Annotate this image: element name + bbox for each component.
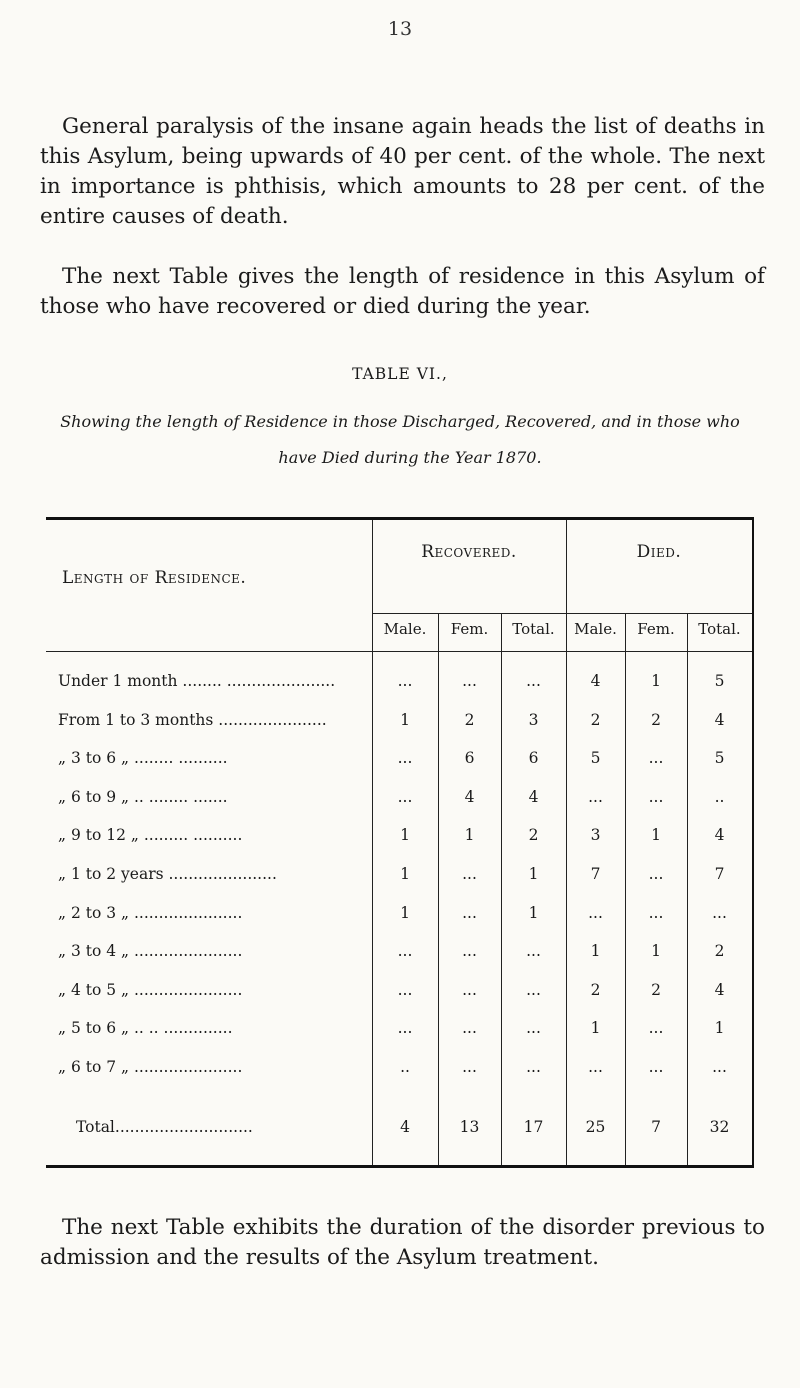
table-cell: 1 [400, 903, 410, 922]
table-row [46, 904, 752, 924]
table-cell: ... [462, 672, 477, 690]
row-label: From 1 to 3 months ...................... [58, 710, 327, 729]
residence-table [46, 517, 754, 1168]
row-label: „ 3 to 4 „ ...................... [58, 942, 243, 961]
table-row [46, 788, 752, 808]
header-died: Died. [636, 542, 682, 562]
table-cell: ... [462, 1019, 477, 1038]
table-cell: ... [526, 1058, 541, 1076]
table-cell: ... [397, 942, 413, 961]
row-label: „ 1 to 2 years ...................... [58, 865, 277, 883]
table-cell: 2 [590, 710, 601, 729]
paragraph-table-intro: The next Table gives the length of residence in this Asylum of those who have recovered or died during the year. [40, 264, 765, 319]
table-cell: 4 [464, 787, 475, 806]
row-label: „ 4 to 5 „ ...................... [58, 980, 243, 999]
column-divider [438, 613, 439, 1165]
table-cell: 3 [590, 826, 601, 845]
table-cell: 2 [714, 942, 725, 961]
table-cell: ... [648, 865, 664, 883]
table-cell: ... [526, 672, 541, 690]
table-row [46, 942, 752, 962]
table-row [46, 826, 752, 846]
table-caption-line1: Showing the length of Residence in those Discharged, Recovered, and in those who [60, 412, 740, 431]
table-cell: 1 [651, 672, 661, 690]
table-cell: ... [462, 980, 477, 999]
table-cell: 4 [590, 672, 601, 690]
table-cell: ... [526, 942, 541, 961]
table-row [46, 1058, 752, 1078]
table-cell: 2 [651, 710, 661, 729]
table-cell: ... [462, 942, 477, 961]
table-row-total [46, 1118, 752, 1138]
subheader-recovered-fem: Fem. [450, 620, 489, 638]
table-cell: ... [712, 1058, 727, 1076]
table-row [46, 711, 752, 731]
table-row [46, 981, 752, 1001]
table-cell: 3 [528, 710, 539, 729]
paragraph-next-table: The next Table exhibits the duration of the disorder previous to admission and the results of the Asylum treatment. [40, 1215, 765, 1270]
row-label: „ 5 to 6 „ .. .. .............. [58, 1019, 233, 1038]
table-cell: ... [462, 903, 477, 922]
table-cell: ... [588, 787, 603, 806]
table-cell: 1 [528, 865, 539, 883]
table-cell: 1 [528, 903, 539, 922]
table-cell: ... [648, 787, 664, 806]
table-cell: 2 [651, 980, 661, 999]
table-cell: ... [462, 865, 477, 883]
table-cell: ... [397, 672, 413, 690]
table-cell: ... [397, 787, 413, 806]
column-divider [687, 613, 688, 1165]
table-cell: ... [526, 1019, 541, 1038]
table-cell: 1 [400, 865, 410, 883]
table-cell: ... [526, 980, 541, 999]
row-label: „ 9 to 12 „ ......... .......... [58, 826, 243, 845]
table-cell: .. [714, 787, 725, 806]
table-cell: ... [588, 903, 603, 922]
row-label: „ 6 to 7 „ ...................... [58, 1058, 243, 1076]
row-label: „ 2 to 3 „ ...................... [58, 903, 243, 922]
total-cell: 4 [400, 1118, 410, 1136]
table-cell: ... [397, 749, 413, 768]
table-cell: ... [648, 749, 664, 768]
table-cell: .. [400, 1058, 410, 1076]
subheader-died-total: Total. [698, 620, 741, 638]
table-cell: 7 [714, 865, 725, 883]
total-cell: 17 [523, 1118, 544, 1136]
table-cell: 1 [590, 942, 601, 961]
table-cell: 6 [464, 749, 475, 768]
total-cell: 13 [459, 1118, 480, 1136]
table-row [46, 1019, 752, 1039]
header-divider [372, 613, 752, 614]
total-label: Total............................ [76, 1118, 253, 1136]
header-length-of-residence: Length of Residence. [62, 568, 247, 588]
table-cell: 1 [651, 826, 661, 845]
subheader-died-male: Male. [574, 620, 617, 638]
table-cell: 2 [528, 826, 539, 845]
table-cell: ... [648, 1058, 664, 1076]
total-cell: 7 [651, 1118, 661, 1136]
total-cell: 32 [709, 1118, 730, 1136]
table-row [46, 672, 752, 692]
table-cell: 1 [400, 710, 410, 729]
table-cell: 2 [464, 710, 475, 729]
table-cell: ... [397, 980, 413, 999]
table-cell: ... [397, 1019, 413, 1038]
row-label: Under 1 month ........ ...................... [58, 672, 336, 690]
table-title: TABLE VI., [352, 365, 448, 383]
table-cell: 1 [651, 942, 661, 961]
table-cell: 4 [714, 826, 725, 845]
table-cell: 5 [590, 749, 601, 768]
table-cell: 4 [714, 980, 725, 999]
table-cell: ... [462, 1058, 477, 1076]
table-row [46, 865, 752, 885]
header-bottom-rule [46, 651, 752, 652]
table-cell: ... [648, 903, 664, 922]
table-cell: 1 [590, 1019, 601, 1038]
subheader-recovered-total: Total. [512, 620, 555, 638]
paragraph-general-paralysis: General paralysis of the insane again heads the list of deaths in this Asylum, being upwards of 40 per cent. of the whole. The next in importance is phthisis, which amounts to 28 per cent. of the entire causes of death. [40, 114, 765, 229]
table-cell: ... [648, 1019, 664, 1038]
table-row [46, 749, 752, 769]
row-label: „ 6 to 9 „ .. ........ ....... [58, 787, 228, 806]
table-cell: ... [712, 903, 727, 922]
table-cell: 4 [714, 710, 725, 729]
table-cell: 1 [464, 826, 475, 845]
column-divider [501, 613, 502, 1165]
row-label: „ 3 to 6 „ ........ .......... [58, 749, 228, 768]
column-divider [625, 613, 626, 1165]
page-number: 13 [387, 18, 413, 40]
table-cell: 4 [528, 787, 539, 806]
table-cell: 1 [400, 826, 410, 845]
table-cell: 5 [714, 672, 725, 690]
table-cell: 2 [590, 980, 601, 999]
table-cell: 7 [590, 865, 601, 883]
table-cell: 6 [528, 749, 539, 768]
total-cell: 25 [585, 1118, 606, 1136]
table-cell: 1 [714, 1019, 725, 1038]
table-cell: 5 [714, 749, 725, 768]
table-caption-line2: have Died during the Year 1870. [278, 448, 542, 467]
table-cell: ... [588, 1058, 603, 1076]
subheader-died-fem: Fem. [637, 620, 675, 638]
subheader-recovered-male: Male. [383, 620, 427, 638]
header-recovered: Recovered. [421, 542, 517, 562]
